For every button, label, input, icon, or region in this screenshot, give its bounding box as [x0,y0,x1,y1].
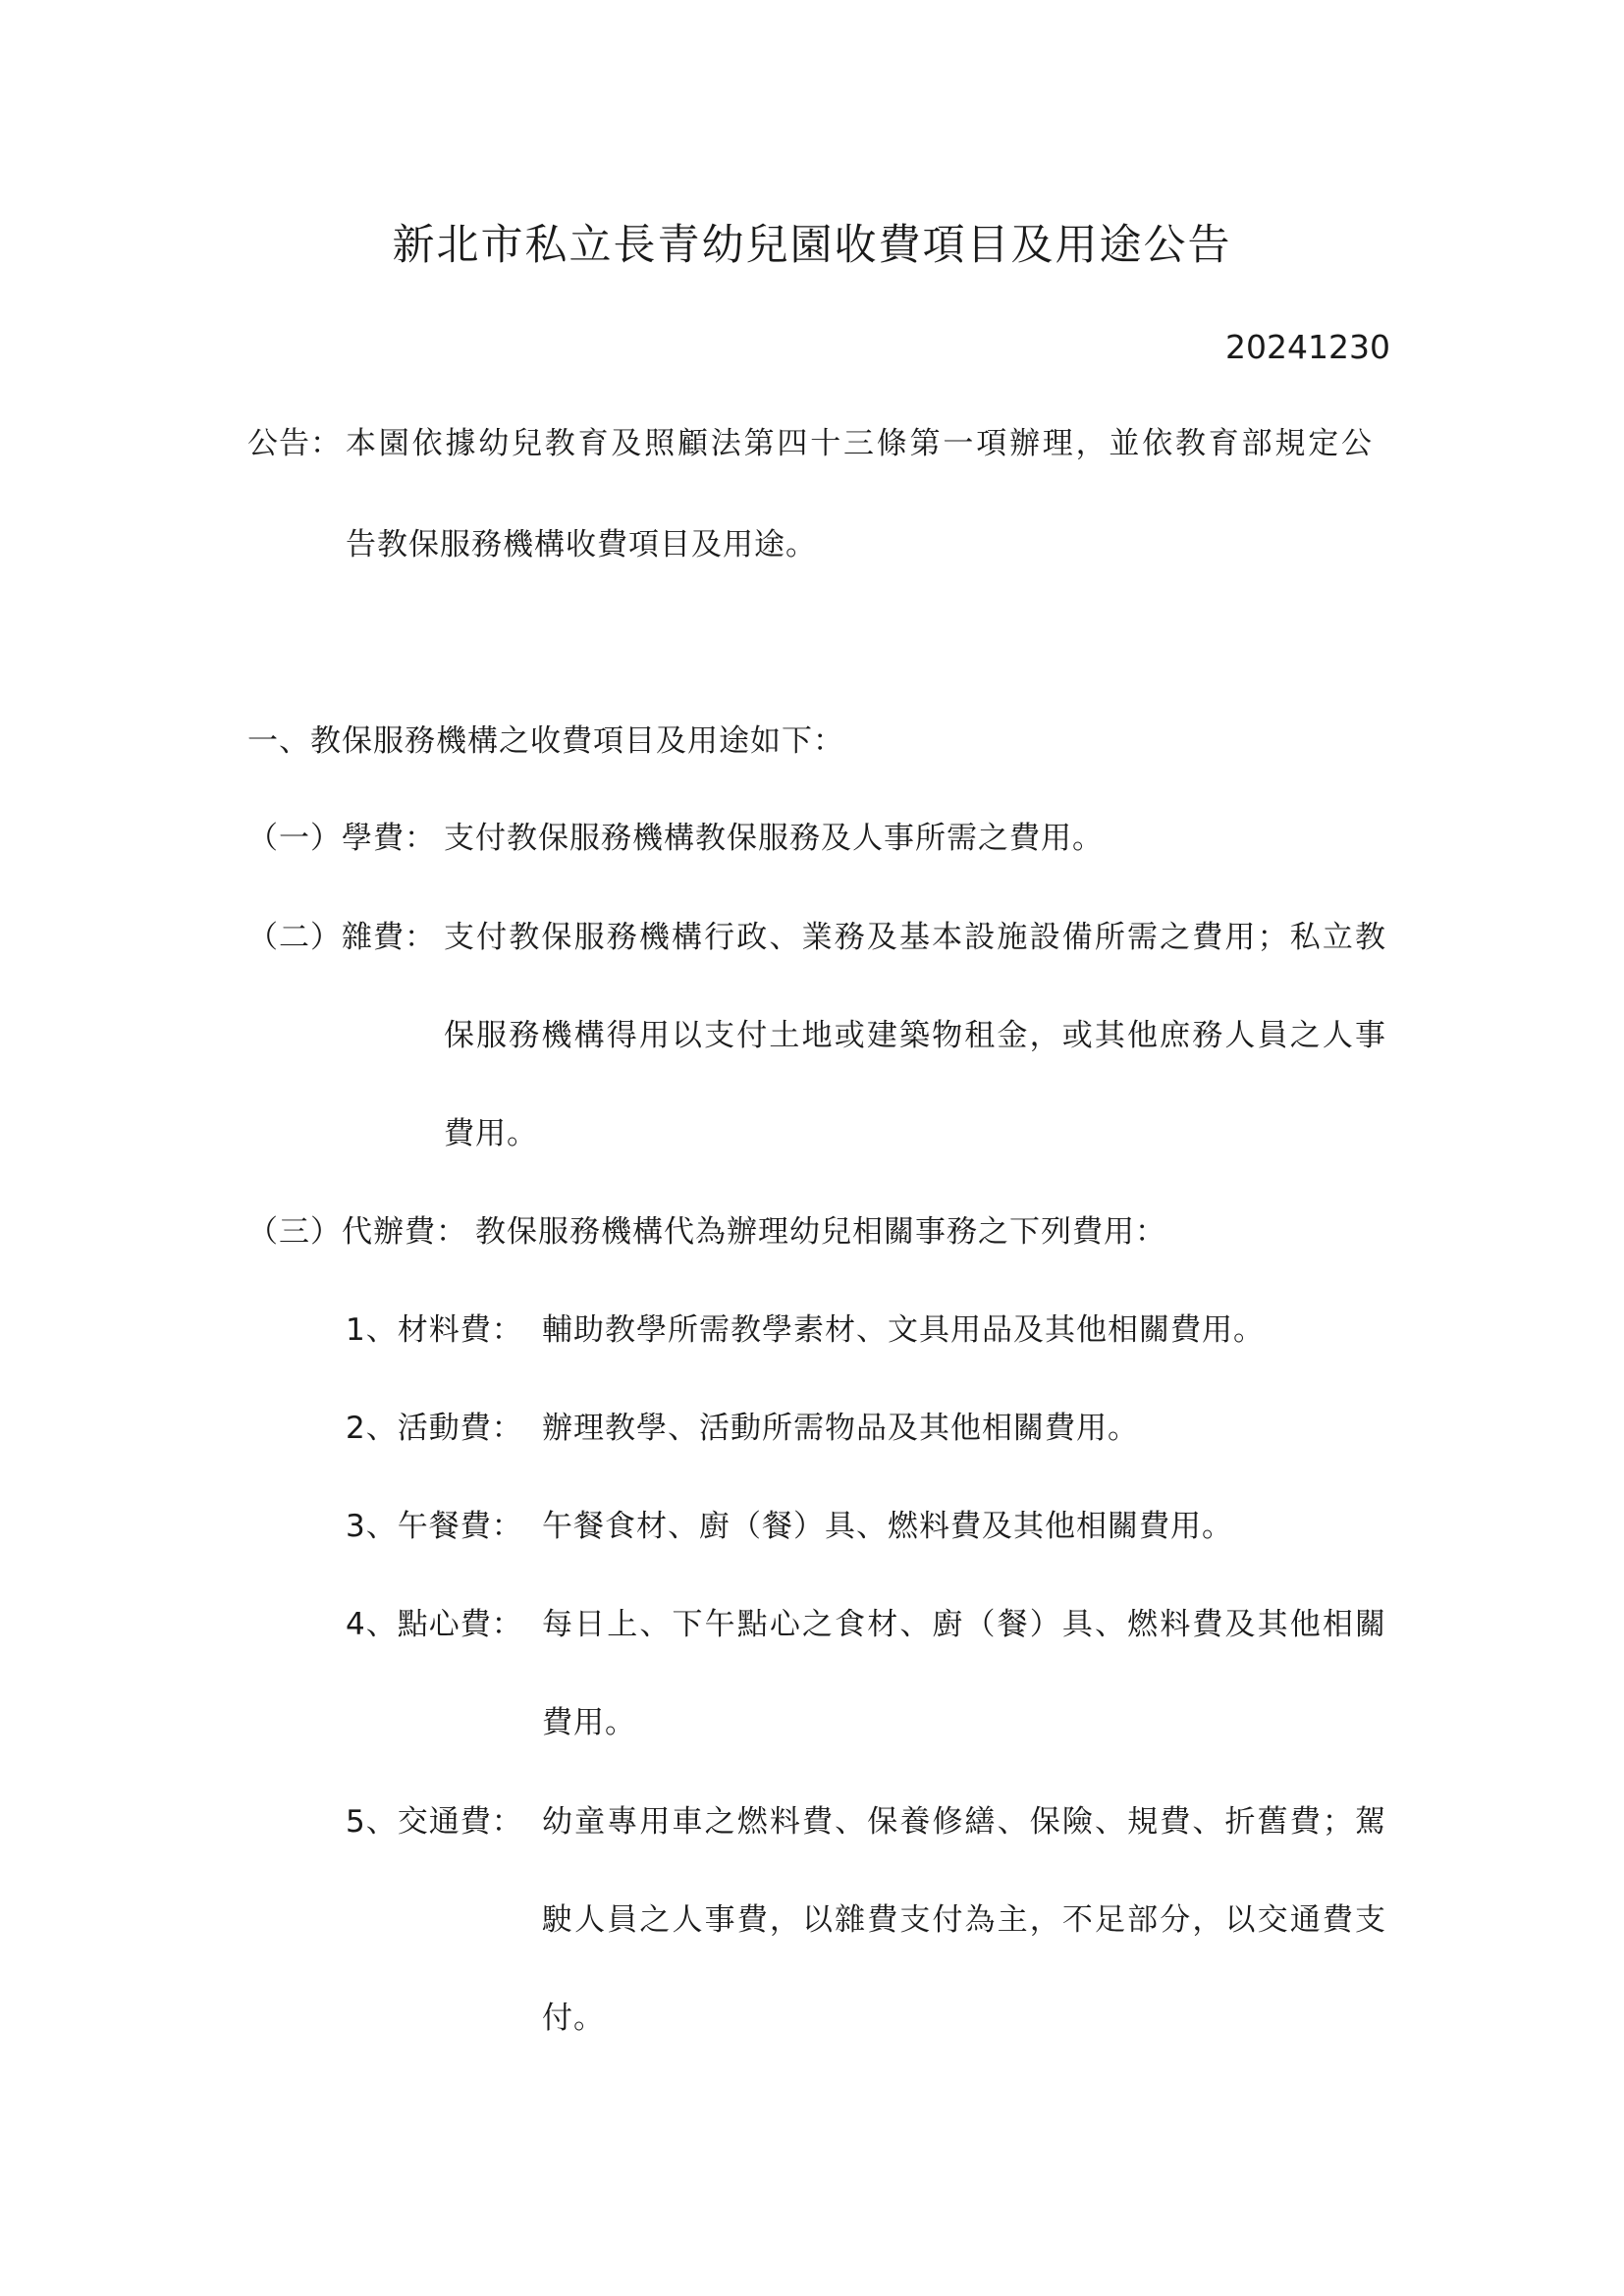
document-title: 新北市私立長青幼兒園收費項目及用途公告 [392,221,1232,270]
notice-label: 公告： [247,426,342,461]
subitem-label-activities: 2、活動費： [346,1411,523,1446]
item-label-tuition: （一）學費： [247,821,436,856]
document-date: 20241230 [1225,328,1390,366]
item-text-misc-fee-line-2: 保服務機構得用以支付土地或建築物租金，或其他庶務人員之人事 [444,1018,1386,1053]
item-label-agency-fee: （三）代辦費： [247,1214,467,1250]
subitem-label-transport: 5、交通費： [346,1804,523,1840]
subitem-text-transport-line-2: 駛人員之人事費，以雜費支付為主，不足部分，以交通費支 [542,1902,1386,1938]
subitem-text-materials: 輔助教學所需教學素材、文具用品及其他相關費用。 [542,1312,1265,1348]
item-text-agency-fee: 教保服務機構代為辦理幼兒相關事務之下列費用： [475,1214,1166,1250]
subitem-label-materials: 1、材料費： [346,1312,523,1348]
item-text-misc-fee-line-1: 支付教保服務機構行政、業務及基本設施設備所需之費用；私立教 [444,920,1386,955]
section-heading: 一、教保服務機構之收費項目及用途如下： [247,723,844,759]
subitem-text-transport-line-1: 幼童專用車之燃料費、保養修繕、保險、規費、折舊費；駕 [542,1804,1386,1840]
item-text-tuition: 支付教保服務機構教保服務及人事所需之費用。 [444,821,1104,856]
subitem-text-activities: 辦理教學、活動所需物品及其他相關費用。 [542,1411,1139,1446]
subitem-label-snacks: 4、點心費： [346,1607,523,1642]
subitem-label-lunch: 3、午餐費： [346,1509,523,1544]
subitem-text-lunch: 午餐食材、廚（餐）具、燃料費及其他相關費用。 [542,1509,1233,1544]
subitem-text-snacks-line-1: 每日上、下午點心之食材、廚（餐）具、燃料費及其他相關 [542,1607,1386,1642]
notice-line-2: 告教保服務機構收費項目及用途。 [346,527,817,562]
notice-line-1: 本園依據幼兒教育及照顧法第四十三條第一項辦理，並依教育部規定公 [346,426,1373,461]
item-text-misc-fee-line-3: 費用。 [444,1116,538,1151]
item-label-misc-fee: （二）雜費： [247,920,436,955]
subitem-text-snacks-line-2: 費用。 [542,1705,636,1740]
subitem-text-transport-line-3: 付。 [542,2001,605,2036]
